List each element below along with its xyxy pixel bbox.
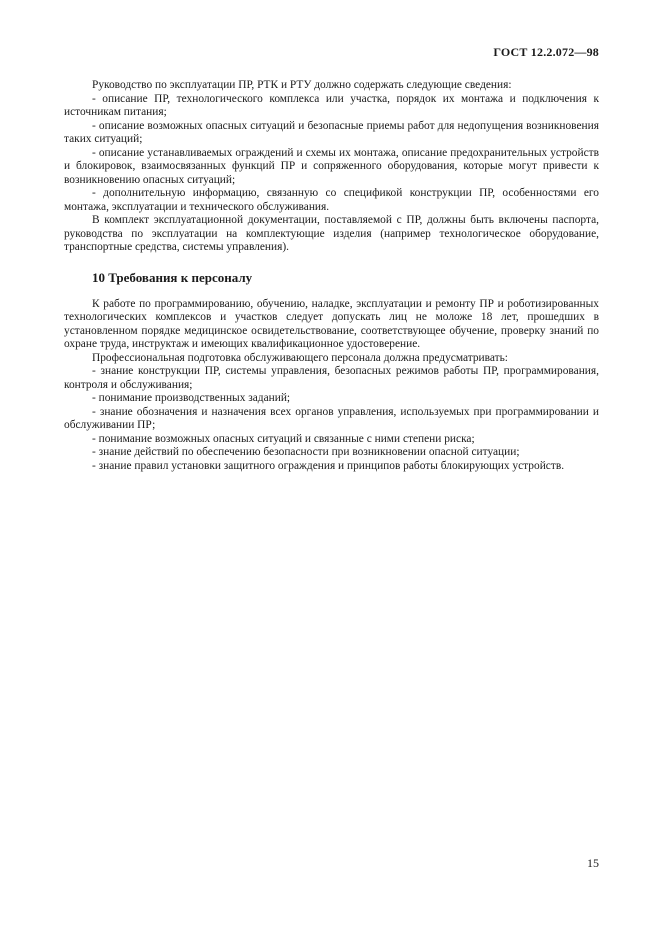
list-item: - дополнительную информацию, связанную со спецификой конструкции ПР, особенностями его монтажа, эксплуатации и технического обслуживания. xyxy=(64,187,599,213)
document-id-header: ГОСТ 12.2.072—98 xyxy=(493,45,599,59)
section-heading: 10 Требования к персоналу xyxy=(92,269,253,285)
paragraph: К работе по программированию, обучению, наладке, эксплуатации и ремонту ПР и роботизированных технологических комплексов и участков следует допускать лиц не моложе 18 лет, прошедших в установленном порядке медицинское освидетельствование, соответствующее обучение, проверку знаний по охране труда, инструктаж и имеющих квалификационное удостоверение. xyxy=(64,297,599,350)
list-item: - описание устанавливаемых ограждений и схемы их монтажа, описание предохранительных устройств и блокировок, взаимосвязанных функций ПР и сопряженного оборудования, которые могут привести к возникновению опасных ситуаций; xyxy=(64,146,599,186)
paragraph: Руководство по эксплуатации ПР, РТК и РТУ должно содержать следующие сведения: xyxy=(92,79,512,91)
page-number: 15 xyxy=(587,856,599,870)
paragraph: Профессиональная подготовка обслуживающего персонала должна предусматривать: xyxy=(92,351,508,364)
document-body xyxy=(64,79,599,473)
list-item: - знание обозначения и назначения всех органов управления, используемых при программировании и обслуживании ПР; xyxy=(64,405,599,431)
paragraph: В комплект эксплуатационной документации, поставляемой с ПР, должны быть включены паспорта, руководства по эксплуатации на комплектующие изделия (например технологическое оборудование, транспортные средства, системы управления). xyxy=(64,214,599,253)
list-item: - знание действий по обеспечению безопасности при возникновении опасной ситуации; xyxy=(92,446,520,458)
list-item: - описание ПР, технологического комплекса или участка, порядок их монтажа и подключения к источникам питания; xyxy=(64,92,599,118)
list-item: - понимание возможных опасных ситуаций и связанные с ними степени риска; xyxy=(92,432,475,445)
list-item: - описание возможных опасных ситуаций и безопасные приемы работ для недопущения возникновения таких ситуаций; xyxy=(64,119,599,145)
list-item: - понимание производственных заданий; xyxy=(92,392,291,404)
list-item: - знание конструкции ПР, системы управления, безопасных режимов работы ПР, программирования, контроля и обслуживания; xyxy=(64,365,599,391)
list-item: - знание правил установки защитного ограждения и принципов работы блокирующих устройств. xyxy=(92,459,565,472)
